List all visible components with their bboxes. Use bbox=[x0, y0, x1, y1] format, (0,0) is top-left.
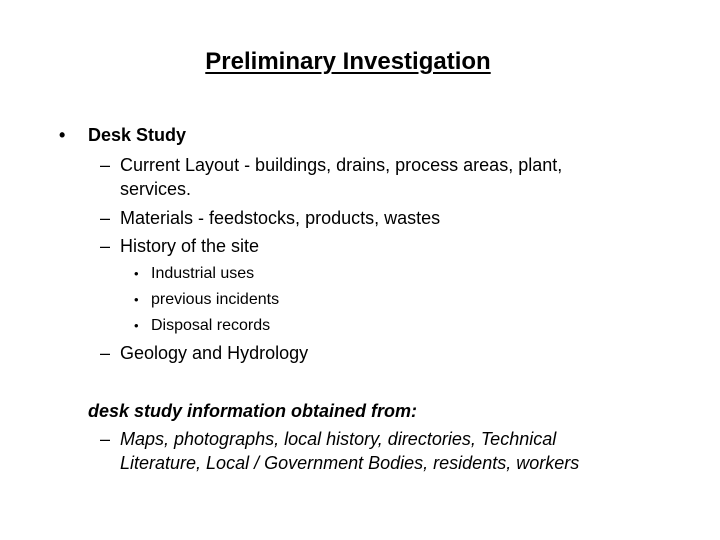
subbullet-text-line-1: Current Layout - buildings, drains, process areas, plant, bbox=[120, 155, 563, 175]
subbullet-text: Geology and Hydrology bbox=[120, 343, 309, 363]
bullet-marker: • bbox=[134, 266, 139, 281]
dash-marker: – bbox=[100, 236, 111, 256]
bullet-marker: • bbox=[59, 125, 66, 145]
info-sources-line-2: Literature, Local / Government Bodies, residents, workers bbox=[120, 453, 580, 473]
sub-subbullet-text: Disposal records bbox=[151, 317, 271, 334]
bullet-marker: • bbox=[134, 318, 139, 333]
subbullet-text: Materials - feedstocks, products, wastes bbox=[120, 208, 441, 228]
dash-marker: – bbox=[100, 429, 111, 449]
bullet-text: Desk Study bbox=[88, 125, 187, 145]
info-heading-text: desk study information obtained from: bbox=[88, 401, 418, 421]
dash-marker: – bbox=[100, 343, 111, 363]
dash-marker: – bbox=[100, 155, 111, 175]
dash-marker: – bbox=[100, 208, 111, 228]
sub-subbullet-text: Industrial uses bbox=[151, 265, 255, 282]
sub-subbullet-text: previous incidents bbox=[151, 291, 280, 308]
bullet-marker: • bbox=[134, 292, 139, 307]
slide-title: Preliminary Investigation bbox=[205, 48, 491, 75]
subbullet-text-line-2: services. bbox=[120, 179, 192, 199]
info-sources-line-1: Maps, photographs, local history, directories, Technical bbox=[120, 429, 557, 449]
subbullet-text: History of the site bbox=[120, 236, 260, 256]
